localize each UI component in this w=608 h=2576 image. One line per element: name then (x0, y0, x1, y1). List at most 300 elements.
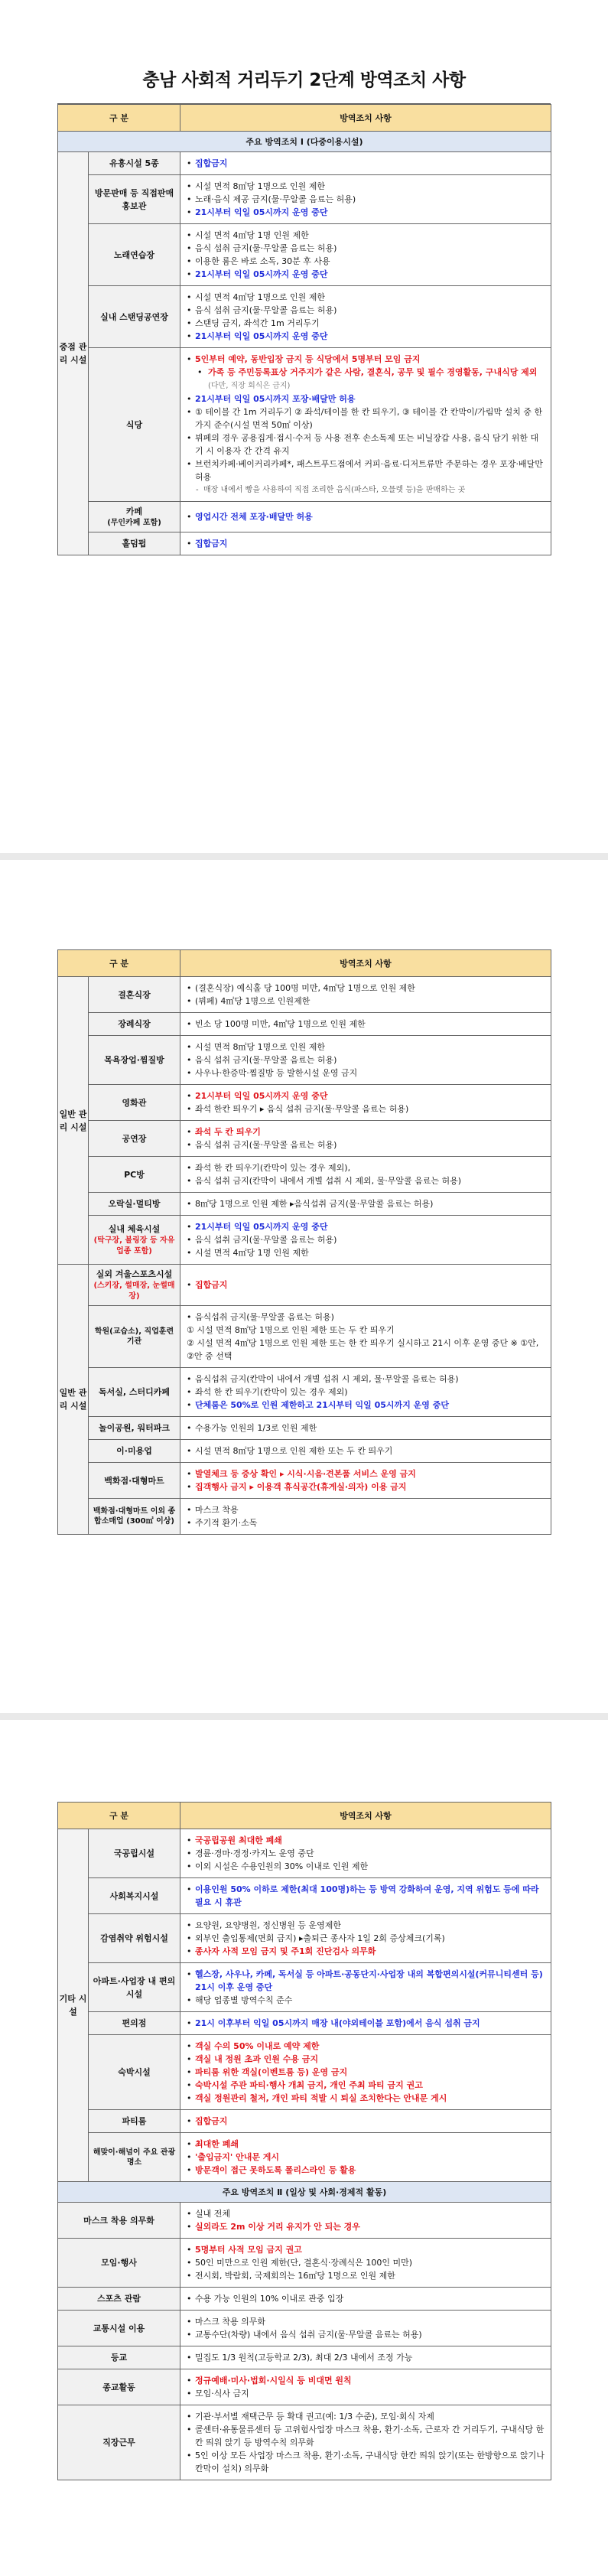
measure-item (187, 291, 546, 304)
measure-text: 객실 수의 50% 이내로 예약 제한 (195, 2041, 320, 2051)
measure-item (187, 206, 546, 219)
category-cell (89, 286, 180, 348)
category-cell (89, 1368, 180, 1417)
measures-cell (180, 2035, 551, 2110)
measure-item (187, 1847, 546, 1860)
category-sublabel: (스키장, 썰매장, 눈썰매장) (93, 1281, 175, 1301)
measure-text: 좌석 두 칸 띄우기 (195, 1127, 261, 1137)
group-label: 중점 관리 시설 (58, 152, 89, 555)
measures-cell (180, 2203, 551, 2239)
category-label: 파티룸 (122, 2116, 147, 2126)
measure-text: 해당 업종별 방역수칙 준수 (195, 1995, 293, 2005)
measure-text: 파티룸 위한 객실(이벤트룸 등) 운영 금지 (195, 2067, 348, 2077)
category-cell (89, 2035, 180, 2110)
measure-item (187, 2410, 546, 2423)
measure-item (187, 317, 546, 330)
category-cell (89, 2012, 180, 2035)
measure-text: 실외라도 2m 이상 거리 유지가 안 되는 경우 (195, 2222, 360, 2232)
category-label: 실내 스탠딩공연장 (100, 311, 168, 322)
table-row (58, 1216, 551, 1265)
measure-text: 시설 면적 4㎡당 1명으로 인원 제한 (195, 292, 325, 302)
group-label: 일반 관리 시설 (58, 977, 89, 1265)
measure-item (187, 1467, 546, 1480)
category-cell (89, 1265, 180, 1306)
measure-text: 빈소 당 100명 미만, 4㎡당 1명으로 인원 제한 (195, 1019, 366, 1029)
measure-text: 정규예배·미사·법회·시일식 등 비대면 원칙 (195, 2376, 352, 2385)
measures-cell (180, 1878, 551, 1914)
category-cell (89, 1306, 180, 1368)
category-label: 학원(교습소), 직업훈련기관 (94, 1327, 174, 1346)
measure-item (187, 2040, 546, 2053)
group-label: 일반 관리 시설 (58, 1265, 89, 1535)
measure-text: 21시부터 익일 05시까지 포장·배달만 허용 (195, 394, 356, 404)
category-label: 등교 (110, 2353, 128, 2363)
category-cell (89, 1914, 180, 1963)
measures-cell (180, 1440, 551, 1463)
measure-text: 음식 섭취 금지(물·무알콜 음료는 허용) (195, 1055, 337, 1065)
measure-text: 주기적 환기·소독 (195, 1518, 258, 1528)
measure-text: (결혼식장) 예식홀 당 100명 미만, 4㎡당 1명으로 인원 제한 (195, 983, 415, 993)
measure-item (187, 2243, 546, 2256)
measures-cell (180, 2239, 551, 2288)
measure-text: 마스크 착용 의무화 (195, 2317, 266, 2327)
category-cell (58, 2346, 180, 2369)
category-label: 카페 (125, 506, 143, 516)
measure-item (187, 1919, 546, 1932)
measure-text: 가족 등 주민등록표상 거주지가 같은 사람, 결혼식, 공무 및 필수 경영활동, 구내식당 제외 (208, 367, 538, 377)
category-cell (89, 1085, 180, 1121)
measure-item (187, 1883, 546, 1909)
category-cell (89, 1878, 180, 1914)
table-row (58, 2288, 551, 2311)
measure-text: 21시부터 익일 05시까지 운영 중단 (195, 1222, 328, 1232)
measures-cell (180, 2012, 551, 2035)
measure-item (187, 2092, 546, 2105)
measure-text: 음식 섭취 금지(물·무알콜 음료는 허용) (195, 1140, 337, 1150)
table-row (58, 1914, 551, 1963)
category-label: 백화점·대형마트 이외 종합소매업 (300㎡ 이상) (93, 1507, 176, 1526)
measures-cell (180, 532, 551, 555)
category-cell (89, 1013, 180, 1036)
category-cell (89, 502, 180, 532)
measures-cell (180, 2110, 551, 2133)
measure-text: 영업시간 전체 포장·배달만 허용 (195, 512, 313, 522)
measure-item (187, 2053, 546, 2066)
measures-cell (180, 2346, 551, 2369)
measure-text: 콜센터·유통물류센터 등 고위험사업장 마스크 착용, 환기·소독, 근로자 간 거리두기, 구내식당 한칸 띄워 앉기 등 방역수칙 의무화 (195, 2425, 545, 2447)
measure-text: 방문객이 접근 못하도록 폴리스라인 등 활용 (195, 2165, 356, 2175)
measures-cell (180, 2311, 551, 2346)
measure-item (187, 2374, 546, 2387)
measure-text: 21시부터 익일 05시까지 운영 중단 (195, 269, 328, 279)
measure-text: 전시회, 박람회, 국제회의는 16㎡당 1명으로 인원 제한 (195, 2271, 395, 2281)
measure-item (187, 304, 546, 317)
category-label: 사회복지시설 (109, 1890, 159, 1901)
measure-item (187, 268, 546, 281)
table-row (58, 2203, 551, 2239)
measure-item (187, 1067, 546, 1080)
table-row (58, 1013, 551, 1036)
category-cell (89, 1216, 180, 1265)
measures-cell (180, 2405, 551, 2480)
measure-item (187, 1834, 546, 1847)
category-label: 해맞이·해넘이 주요 관광명소 (93, 2148, 176, 2167)
table-row (58, 1829, 551, 1878)
category-label: 편의점 (122, 2018, 147, 2028)
measure-text: ② 시설 면적 4㎡당 1명으로 인원 제한 또는 한 칸 띄우기 실시하고 21시 이후 운영 중단 ※ ①안, ②안 중 선택 (187, 1338, 539, 1361)
measure-item (187, 982, 546, 995)
measure-item (187, 1089, 546, 1102)
measure-item (187, 1932, 546, 1945)
measure-item (187, 1386, 546, 1399)
measure-item (187, 537, 546, 550)
category-label: 감염취약 위험시설 (100, 1933, 168, 1943)
measure-text: 수용 가능 인원의 10% 이내로 관중 입장 (195, 2294, 344, 2304)
category-label: 유흥시설 5종 (109, 158, 159, 168)
measure-item (187, 2017, 546, 2030)
measure-text: 집합금지 (195, 158, 228, 168)
measure-text: 음식 섭취 금지(물·무알콜 음료는 허용) (195, 243, 337, 253)
measure-item (187, 1220, 546, 1233)
category-cell (89, 1440, 180, 1463)
measure-text: 집합금지 (195, 1280, 228, 1290)
category-cell (89, 1121, 180, 1157)
category-label: 교통시설 이용 (93, 2323, 145, 2333)
category-label: 독서실, 스터디카페 (98, 1387, 170, 1397)
table-row (58, 1036, 551, 1085)
table-row (58, 1963, 551, 2012)
measures-cell (180, 1193, 551, 1216)
table-row (58, 2133, 551, 2182)
measure-item (187, 2115, 546, 2128)
category-cell (89, 1829, 180, 1878)
table-row (58, 1417, 551, 1440)
measure-item (187, 1373, 546, 1386)
measure-item (187, 1860, 546, 1873)
measure-item (187, 1337, 546, 1363)
measure-text: 좌석 한 칸 띄우기(칸막이 있는 경우 제외) (195, 1387, 348, 1397)
measure-item (187, 1054, 546, 1067)
measures-cell (180, 1829, 551, 1878)
measure-text: 발열체크 등 증상 확인 ▸ 시식·시음·견본품 서비스 운영 금지 (195, 1469, 416, 1479)
measure-item (187, 995, 546, 1008)
table-row (58, 2311, 551, 2346)
header-category: 구 분 (58, 950, 180, 977)
measure-item (187, 1174, 546, 1187)
table-row (58, 977, 551, 1013)
measures-cell (180, 2288, 551, 2311)
page-3 (0, 1720, 608, 2576)
table-row (58, 286, 551, 348)
measure-note: (다만, 직장 회식은 금지) (208, 382, 291, 390)
category-cell (89, 1157, 180, 1193)
measure-item (187, 1125, 546, 1138)
category-cell (58, 2288, 180, 2311)
measure-text: 시설 면적 8㎡당 1명으로 인원 제한 또는 두 칸 띄우기 (195, 1446, 393, 1456)
measure-item (187, 1233, 546, 1246)
measure-item (187, 1311, 546, 1324)
measure-text: 21시 이후부터 익일 05시까지 매장 내(야외테이블 포함)에서 음식 섭취 금지 (195, 2018, 480, 2028)
measure-item (187, 353, 546, 366)
category-cell (89, 175, 180, 224)
measure-text: 음식 섭취 금지(칸막이 내에서 개별 섭취 시 제외, 물·무알콜 음료는 허용) (195, 1176, 462, 1186)
category-cell (89, 532, 180, 555)
category-cell (58, 2405, 180, 2480)
measures-cell (180, 1216, 551, 1265)
measure-item (187, 366, 546, 392)
table-row (58, 2369, 551, 2405)
category-label: 스포츠 관람 (97, 2294, 141, 2304)
measures-cell (180, 348, 551, 502)
page-1 (0, 0, 608, 853)
measure-text: 시설 면적 4㎡당 1명 인원 제한 (195, 230, 309, 240)
measure-text: 좌석 한 칸 띄우기(칸막이 있는 경우 제외), (195, 1163, 351, 1173)
measure-item (187, 2269, 546, 2282)
header-measures: 방역조치 사항 (180, 950, 551, 977)
table-row (58, 1440, 551, 1463)
measure-text: 집객행사 금지 ▸ 이용객 휴식공간(휴게실·의자) 이용 금지 (195, 1482, 407, 1492)
table-row (58, 1121, 551, 1157)
measure-item (187, 2066, 546, 2079)
measure-text: 21시부터 익일 05시까지 운영 중단 (195, 331, 328, 341)
measure-text: 노래·음식 제공 금지(물·무알콜 음료는 허용) (195, 194, 356, 204)
category-cell (89, 1963, 180, 2012)
measures-cell (180, 1157, 551, 1193)
category-cell (58, 2369, 180, 2405)
category-label: PC방 (124, 1169, 145, 1180)
measures-cell (180, 502, 551, 532)
category-label: 아파트·사업장 내 편의시설 (93, 1975, 176, 1999)
measures-cell (180, 2369, 551, 2405)
header-measures: 방역조치 사항 (180, 1803, 551, 1829)
measures-cell (180, 977, 551, 1013)
category-label: 마스크 착용 의무화 (83, 2215, 154, 2226)
category-label: 영화관 (122, 1097, 147, 1108)
category-cell (58, 2239, 180, 2288)
category-cell (89, 1417, 180, 1440)
measure-text: 시설 면적 8㎡당 1명으로 인원 제한 (195, 181, 325, 191)
measure-item (187, 432, 546, 458)
category-label: 식당 (125, 419, 143, 430)
measure-item (187, 2207, 546, 2220)
measure-item (187, 2220, 546, 2233)
measure-text: 사우나·한증막·찜질방 등 발한시설 운영 금지 (195, 1068, 358, 1078)
measure-item (187, 392, 546, 405)
measure-text: 교통수단(차량) 내에서 음식 섭취 금지(물·무알콜 음료는 허용) (195, 2330, 422, 2340)
measure-text: 이외 시설은 수용인원의 30% 이내로 인원 제한 (195, 1861, 369, 1871)
measures-cell (180, 1265, 551, 1306)
category-cell (89, 977, 180, 1013)
measure-item (187, 1138, 546, 1151)
measure-text: 음식섭취 금지(물·무알콜 음료는 허용) (195, 1312, 334, 1322)
measure-item (187, 2315, 546, 2328)
measures-cell (180, 1121, 551, 1157)
measure-text: 외부인 출입통제(면회 금지) ▸출퇴근 종사자 1일 2회 증상체크(기록) (195, 1933, 445, 1943)
measure-item (187, 2164, 546, 2177)
measure-item (187, 405, 546, 432)
category-sublabel: (탁구장, 볼링장 등 자유업종 포함) (93, 1236, 175, 1255)
measure-item (187, 1945, 546, 1958)
measure-text: 음식섭취 금지(칸막이 내에서 개별 섭취 시 제외, 물·무알콜 음료는 허용) (195, 1374, 459, 1384)
category-label: 종교활동 (102, 2382, 135, 2392)
category-label: 국공립시설 (113, 1848, 155, 1858)
category-cell (89, 2110, 180, 2133)
measure-item (187, 2449, 546, 2475)
measure-text: 집합금지 (195, 2116, 228, 2126)
table-row (58, 2346, 551, 2369)
measure-text: 밀집도 1/3 원칙(고등학교 2/3), 최대 2/3 내에서 조정 가능 (195, 2353, 413, 2363)
page-2 (0, 860, 608, 1713)
table-row (58, 502, 551, 532)
measure-item (187, 1040, 546, 1054)
measure-item (187, 1516, 546, 1529)
table-row (58, 2405, 551, 2480)
category-cell (89, 1193, 180, 1216)
measure-text: 집합금지 (195, 539, 228, 549)
category-cell (89, 2133, 180, 2182)
measure-text: 5명부터 사적 모임 금지 권고 (195, 2245, 302, 2255)
category-label: 결혼식장 (118, 989, 151, 1000)
measure-text: (뷔페) 4㎡당 1명으로 인원제한 (195, 996, 311, 1006)
measure-text: 경륜·경마·경정·카지노 운영 중단 (195, 1848, 314, 1858)
measure-text: 기관·부서별 재택근무 등 확대 권고(예: 1/3 수준), 모임·회식 자제 (195, 2412, 434, 2421)
measure-item (187, 1422, 546, 1435)
measure-text: 객실 정원관리 철저, 개인 파티 적발 시 퇴실 조치한다는 안내문 게시 (195, 2093, 447, 2103)
measure-text: ① 시설 면적 8㎡당 1명으로 인원 제한 또는 두 칸 띄우기 (187, 1325, 395, 1335)
measure-item (187, 2387, 546, 2400)
measure-item (187, 1968, 546, 1994)
measures-cell (180, 1368, 551, 1417)
measure-item (187, 1278, 546, 1291)
category-label: 실외 겨울스포츠시설 (96, 1269, 173, 1279)
measure-item (187, 2151, 546, 2164)
category-label: 놀이공원, 워터파크 (98, 1423, 170, 1433)
measure-item (187, 2328, 546, 2341)
table-row (58, 1463, 551, 1499)
measure-item (187, 1102, 546, 1115)
category-label: 직장근무 (102, 2438, 135, 2447)
measures-cell (180, 1085, 551, 1121)
category-label: 장례식장 (118, 1019, 151, 1029)
measures-table-3 (57, 1802, 551, 2480)
measure-text: 국공립공원 최대한 폐쇄 (195, 1835, 282, 1845)
table-row (58, 1157, 551, 1193)
measure-text: 요양원, 요양병원, 정신병원 등 운영제한 (195, 1920, 341, 1930)
category-cell (89, 152, 180, 175)
measures-cell (180, 1914, 551, 1963)
group-label: 기타 시설 (58, 1829, 89, 2182)
measure-text: 객실 내 정원 초과 인원 수용 금지 (195, 2054, 319, 2064)
measure-text: 헬스장, 사우나, 카페, 독서실 등 아파트·공동단지·사업장 내의 복합편의시설(커뮤니티센터 등) 21시 이후 운영 중단 (195, 1969, 543, 1992)
measure-item (187, 1399, 546, 1412)
category-sublabel: (무인카페 포함) (107, 519, 161, 527)
measure-item (187, 242, 546, 255)
measure-text: 숙박시설 주관 파티·행사 개최 금지, 개인 주최 파티 금지 권고 (195, 2080, 423, 2090)
table-row (58, 1368, 551, 1417)
category-label: 실내 체육시설 (108, 1224, 161, 1234)
measures-cell (180, 1417, 551, 1440)
measure-item (187, 1161, 546, 1174)
table-row (58, 1878, 551, 1914)
measure-text: 이용인원 50% 이하로 제한(최대 100명)하는 등 방역 강화하여 운영, 지역 위험도 등에 따라 필요 시 휴관 (195, 1884, 539, 1907)
measure-item (187, 1444, 546, 1457)
measures-cell (180, 1013, 551, 1036)
table-row (58, 2035, 551, 2110)
measures-cell (180, 1963, 551, 2012)
measures-cell (180, 1306, 551, 1368)
section-band: 주요 방역조치 Ⅱ (일상 및 사회·경제적 활동) (58, 2182, 551, 2203)
measure-item (187, 1503, 546, 1516)
measure-text: 실내 전체 (195, 2209, 231, 2219)
measure-text: 좌석 한칸 띄우기 ▸ 음식 섭취 금지(물·무알콜 음료는 허용) (195, 1104, 409, 1114)
measure-item (187, 2292, 546, 2305)
measure-item (187, 1994, 546, 2007)
category-cell (58, 2203, 180, 2239)
category-label: 모임·행사 (101, 2258, 137, 2268)
measure-item (187, 1324, 546, 1337)
table-row (58, 175, 551, 224)
measure-item (187, 229, 546, 242)
category-cell (89, 1463, 180, 1499)
measure-item (187, 1018, 546, 1031)
measure-text: 종사자 사적 모임 금지 및 주1회 진단검사 의무화 (195, 1946, 376, 1956)
measures-cell (180, 1463, 551, 1499)
header-category: 구 분 (58, 1803, 180, 1829)
measure-text: 50인 미만으로 인원 제한(단, 결혼식·장례식은 100인 미만) (195, 2258, 413, 2268)
measure-text: 브런치카페·베이커리카페*, 패스트푸드점에서 커피·음료·디저트류만 주문하는 경우 포장·배달만 허용 (195, 459, 543, 482)
table-row (58, 1306, 551, 1368)
measures-cell (180, 1499, 551, 1535)
measures-cell (180, 2133, 551, 2182)
category-label: 백화점·대형마트 (104, 1475, 164, 1486)
header-measures: 방역조치 사항 (180, 105, 551, 132)
measure-text: ① 테이블 간 1m 거리두기 ② 좌석/테이블 한 칸 띄우기, ③ 테이블 간 칸막이/가림막 설치 중 한 가지 준수(시설 면적 50㎡ 이상) (195, 407, 543, 430)
measure-text: 21시부터 익일 05시까지 운영 중단 (195, 207, 328, 217)
measure-text: 시설 면적 4㎡당 1명 인원 제한 (195, 1248, 309, 1258)
measure-text: 5인 이상 모든 사업장 마스크 착용, 환기·소독, 구내식당 한칸 띄워 앉기(또는 한방향으로 앉기나 칸막이 설치) 의무화 (195, 2451, 545, 2473)
category-label: 오락실·멀티방 (108, 1199, 161, 1209)
measure-item (187, 1246, 546, 1259)
measures-table-1 (57, 104, 551, 555)
measure-text: 음식 섭취 금지(물·무알콜 음료는 허용) (195, 1235, 337, 1245)
category-label: 목욕장업·찜질방 (104, 1055, 164, 1065)
page-title: 충남 사회적 거리두기 2단계 방역조치 사항 (142, 70, 466, 90)
category-label: 이·미용업 (116, 1446, 152, 1456)
category-label: 방문판매 등 직접판매홍보관 (94, 187, 174, 211)
measure-item (187, 484, 546, 497)
measure-text: 이용한 룸은 바로 소독, 30분 후 사용 (195, 256, 330, 266)
measures-cell (180, 1036, 551, 1085)
measure-item (187, 458, 546, 484)
table-row (58, 348, 551, 502)
measure-item (187, 2423, 546, 2449)
measures-cell (180, 224, 551, 286)
table-row (58, 1499, 551, 1535)
measure-text: 마스크 착용 (195, 1505, 239, 1515)
category-label: 노래연습장 (113, 249, 155, 260)
measure-item (187, 1480, 546, 1493)
header-category: 구 분 (58, 105, 180, 132)
category-cell (89, 224, 180, 286)
measure-text: 최대한 폐쇄 (195, 2139, 239, 2149)
category-cell (89, 1036, 180, 1085)
table-row (58, 1085, 551, 1121)
measure-item (187, 330, 546, 343)
table-row (58, 1265, 551, 1306)
measure-item (187, 180, 546, 193)
measure-text: 수용가능 인원의 1/3로 인원 제한 (195, 1423, 317, 1433)
measure-text: 단체룸은 50%로 인원 제한하고 21시부터 익일 05시까지 운영 중단 (195, 1400, 449, 1410)
